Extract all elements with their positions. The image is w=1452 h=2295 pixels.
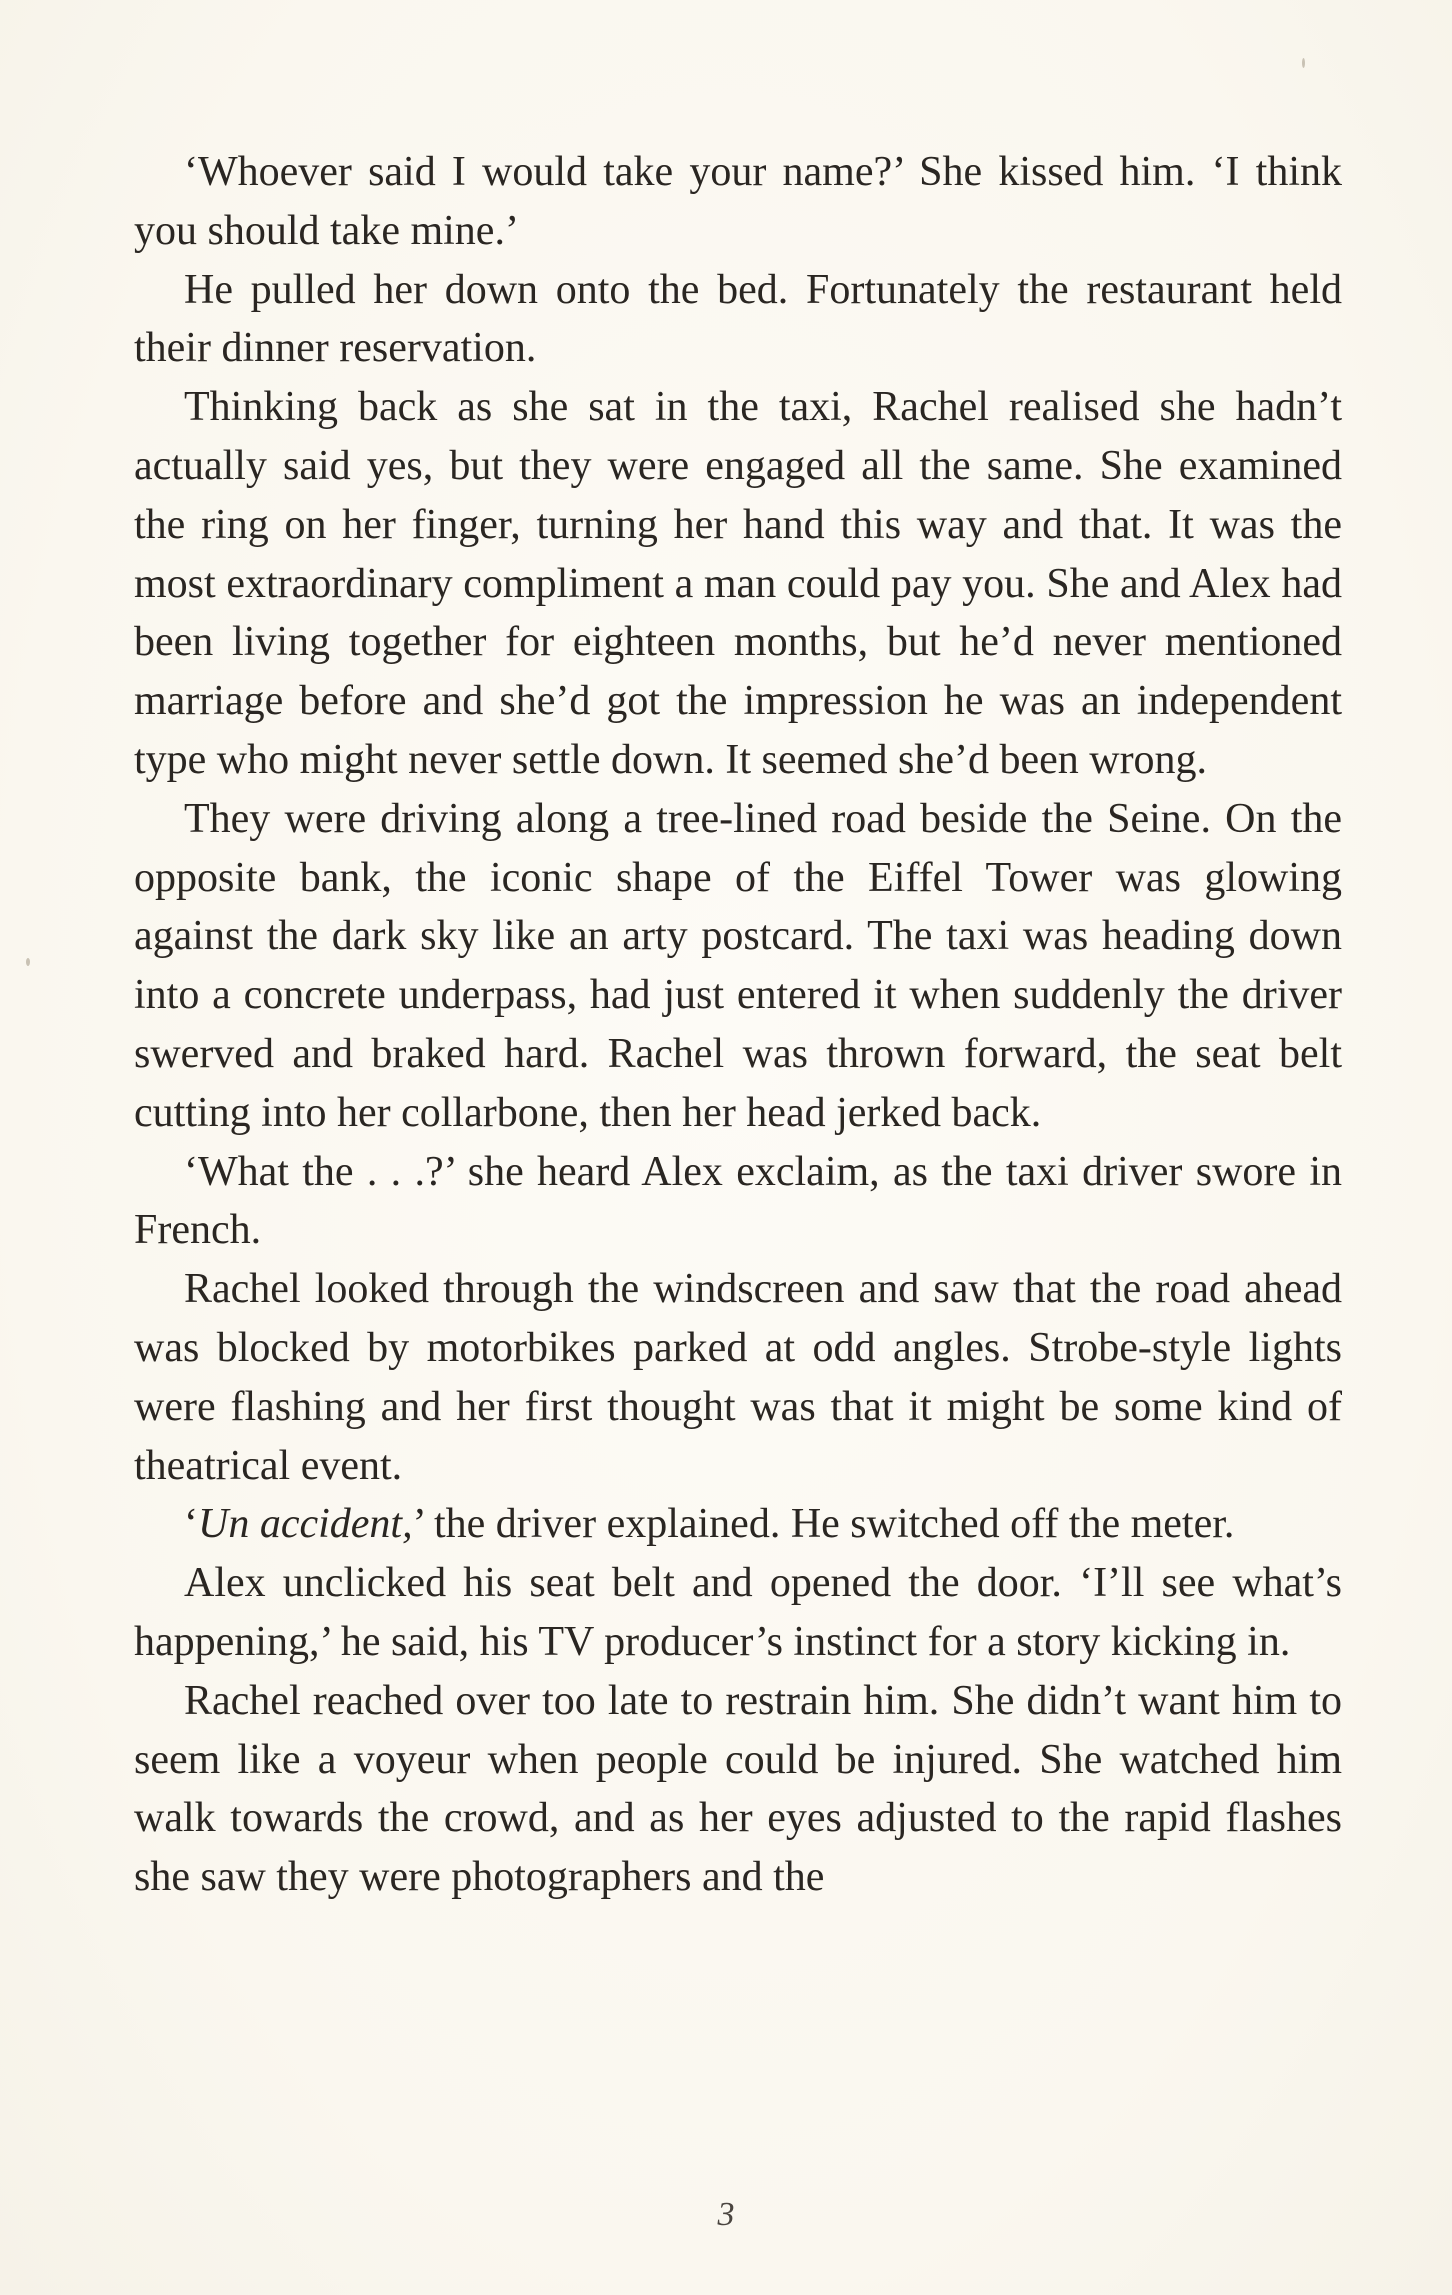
paragraph: Alex unclicked his seat belt and opened the door. ‘I’ll see what’s happening,’ he said, his TV producer’s instinct for a story kicking in.: [134, 1560, 1342, 1665]
open-quote: ‘: [184, 1501, 198, 1548]
paragraph-rest: the driver explained. He switched off the meter.: [423, 1501, 1235, 1548]
paragraph: They were driving along a tree-lined road beside the Seine. On the opposite bank, the iconic shape of the Eiffel Tower was glowing against the dark sky like an arty postcard. The taxi was heading down into a concrete underpass, had just entered it when suddenly the driver swerved and braked hard. Rachel was thrown forward, the seat belt cutting into her collarbone, then her head jerked back.: [134, 795, 1342, 1136]
paragraph: Rachel looked through the windscreen and saw that the road ahead was blocked by motorbikes parked at odd angles. Strobe-style lights were flashing and her first thought was that it might be some kind of theatrical event.: [134, 1266, 1342, 1489]
paragraph: ‘Whoever said I would take your name?’ She kissed him. ‘I think you should take mine.’: [134, 149, 1342, 254]
body-text: [134, 143, 1342, 1907]
paragraph: ‘What the . . .?’ she heard Alex exclaim, as the taxi driver swore in French.: [134, 1148, 1342, 1254]
close-quote: ’: [412, 1501, 424, 1548]
paragraph: [134, 1495, 1342, 1554]
page-number: 3: [717, 2196, 735, 2233]
paper-speck: [26, 958, 30, 966]
italic-phrase: Un accident,: [198, 1501, 413, 1548]
paragraph: He pulled her down onto the bed. Fortunately the restaurant held their dinner reservation.: [134, 266, 1342, 372]
paper-speck: [1302, 58, 1305, 68]
paragraph: Thinking back as she sat in the taxi, Rachel realised she hadn’t actually said yes, but they were engaged all the same. She examined the ring on her finger, turning her hand this way and that. It was the most extraordinary compliment a man could pay you. She and Alex had been living together for eighteen months, but he’d never mentioned marriage before and she’d got the impression he was an independent type who might never settle down. It seemed she’d been wrong.: [134, 384, 1342, 783]
paragraph: Rachel reached over too late to restrain him. She didn’t want him to seem like a voyeur when people could be injured. She watched him walk towards the crowd, and as her eyes adjusted to the rapid flashes she saw they were photographers and the: [134, 1677, 1342, 1901]
